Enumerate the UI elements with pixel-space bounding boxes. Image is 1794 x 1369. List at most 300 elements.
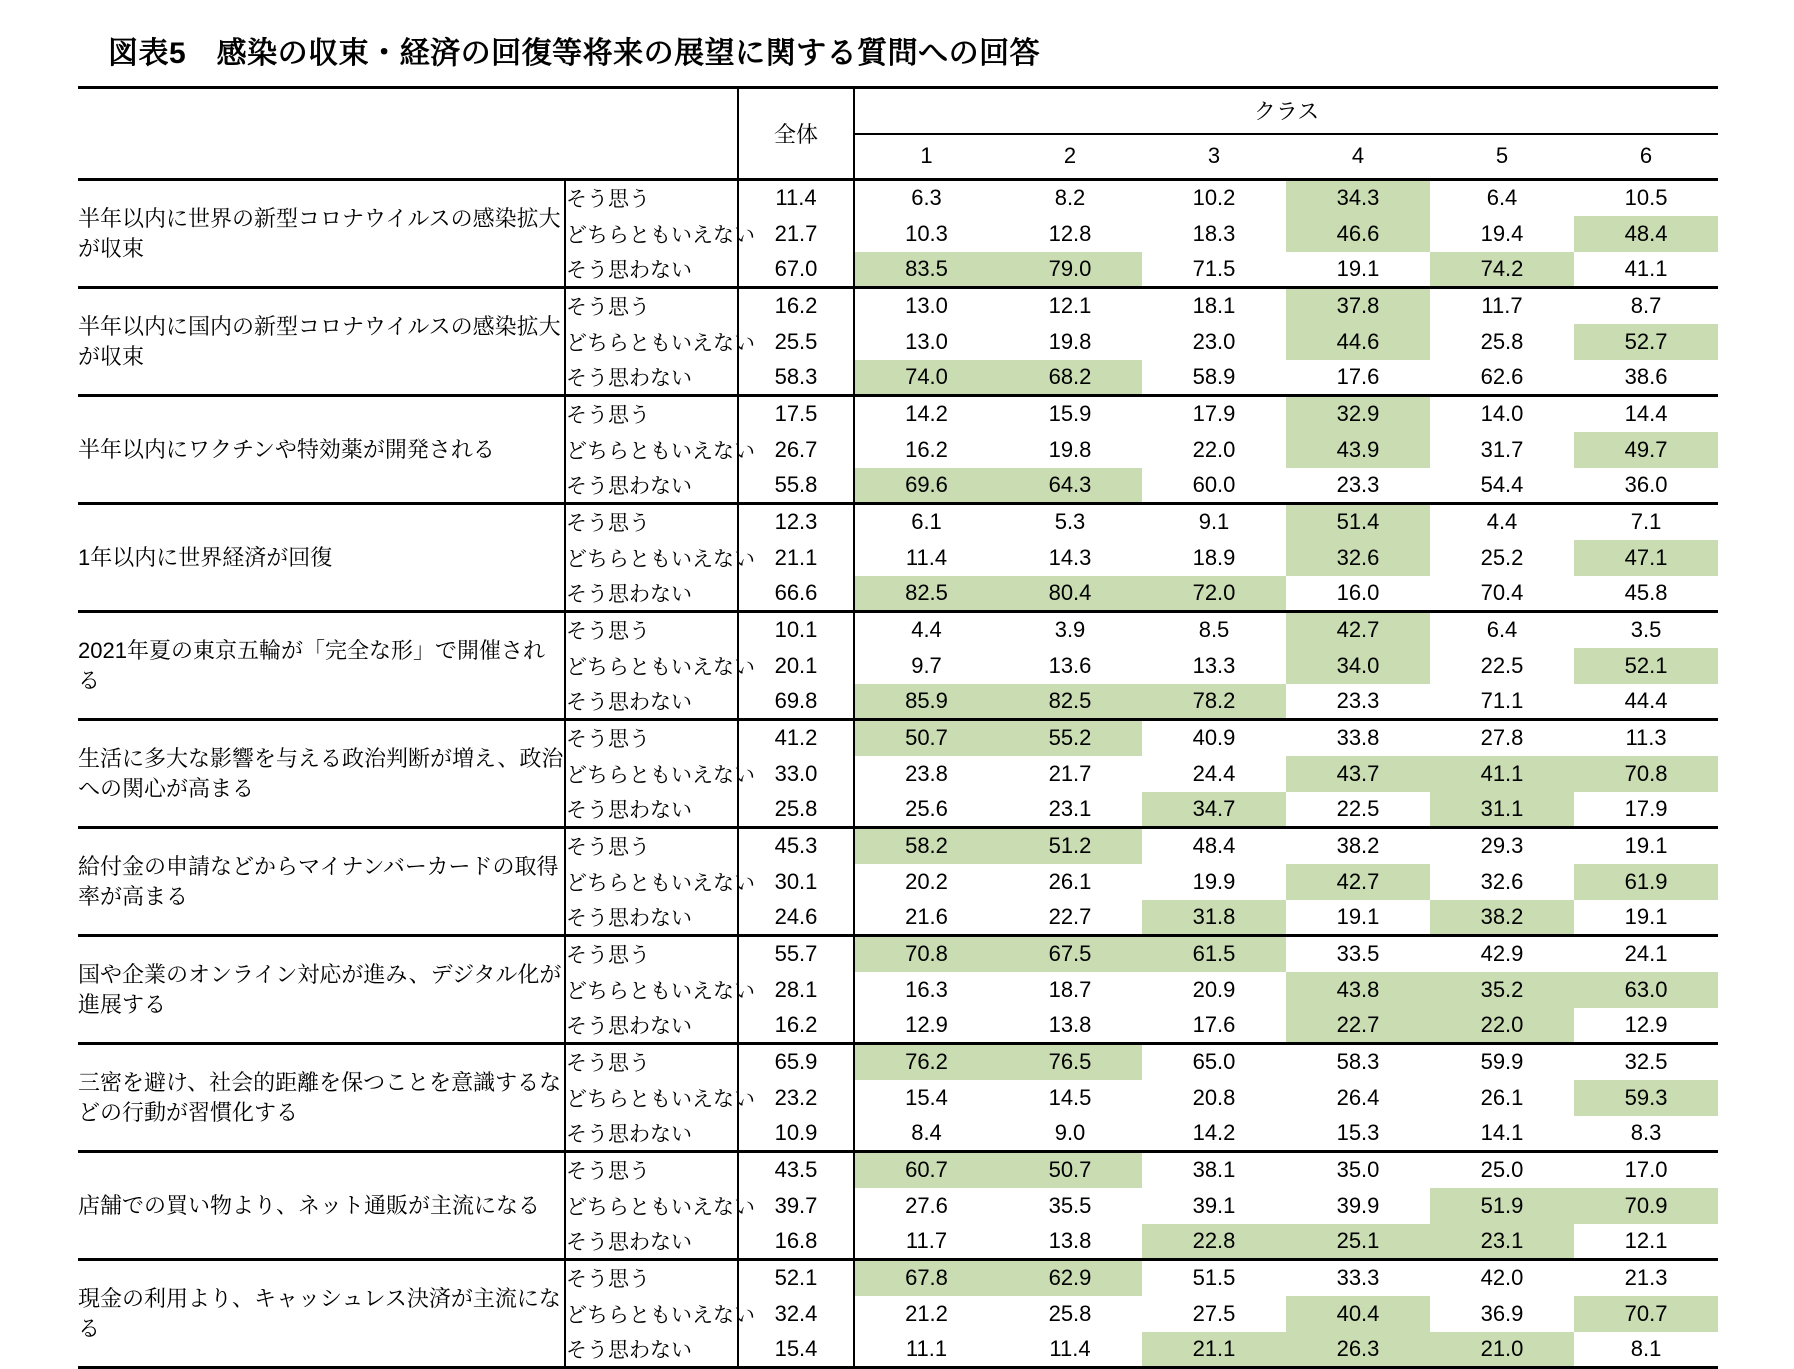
value-cell-class-3: 17.9 <box>1142 396 1286 432</box>
value-cell-class-4: 37.8 <box>1286 288 1430 324</box>
value-cell-total: 25.5 <box>738 324 854 360</box>
value-cell-class-4: 32.6 <box>1286 540 1430 576</box>
value-cell-class-1: 16.3 <box>854 972 998 1008</box>
value-cell-class-4: 35.0 <box>1286 1152 1430 1188</box>
value-cell-class-2: 51.2 <box>998 828 1142 864</box>
answer-option-label: そう思う <box>565 288 738 324</box>
value-cell-class-3: 18.3 <box>1192 220 1236 246</box>
table-row <box>78 180 1718 216</box>
value-cell-class-5: 59.9 <box>1430 1044 1574 1080</box>
value-cell-total: 26.7 <box>738 432 854 468</box>
value-cell-class-4: 33.3 <box>1286 1260 1430 1296</box>
value-cell-total: 41.2 <box>738 720 854 756</box>
value-cell-class-5: 22.5 <box>1480 652 1524 678</box>
answer-option-label: そう思わない <box>565 792 738 828</box>
answer-option-label: そう思わない <box>565 684 738 720</box>
answer-option-label: そう思わない <box>565 1332 738 1368</box>
value-cell-class-2: 3.9 <box>998 612 1142 648</box>
value-cell-class-3: 23.0 <box>1192 328 1236 354</box>
value-cell-class-1: 85.9 <box>854 684 998 720</box>
value-cell-total: 28.1 <box>738 972 854 1008</box>
question-label: 生活に多大な影響を与える政治判断が増え、政治への関心が高まる <box>78 720 565 828</box>
value-cell-class-4: 33.5 <box>1286 936 1430 972</box>
value-cell-total: 11.4 <box>738 180 854 216</box>
value-cell-class-4: 40.4 <box>1286 1296 1430 1332</box>
value-cell-class-4: 25.1 <box>1286 1224 1430 1260</box>
value-cell-class-5: 35.2 <box>1430 972 1574 1008</box>
value-cell-class-4: 42.7 <box>1286 864 1430 900</box>
value-cell-class-6: 19.1 <box>1624 903 1668 929</box>
value-cell-class-1: 12.9 <box>854 1008 998 1044</box>
value-cell-class-6: 48.4 <box>1574 216 1718 252</box>
question-label: 国や企業のオンライン対応が進み、デジタル化が進展する <box>78 936 565 1044</box>
value-cell-class-1: 16.2 <box>854 432 998 468</box>
value-cell-class-5: 11.7 <box>1430 288 1574 324</box>
value-cell-class-6: 11.3 <box>1574 720 1718 756</box>
value-cell-class-3: 14.2 <box>1192 1119 1236 1145</box>
value-cell-class-3: 20.9 <box>1192 976 1236 1002</box>
value-cell-class-1: 4.4 <box>854 612 998 648</box>
value-cell-class-3: 78.2 <box>1142 684 1286 720</box>
answer-option-label: そう思う <box>565 720 738 756</box>
value-cell-class-3: 21.1 <box>1142 1332 1286 1368</box>
answer-option-label: そう思う <box>565 1260 738 1296</box>
value-cell-class-6: 3.5 <box>1574 612 1718 648</box>
value-cell-class-5: 25.8 <box>1480 328 1524 354</box>
value-cell-class-4: 38.2 <box>1286 828 1430 864</box>
value-cell-class-4: 19.1 <box>1336 903 1380 929</box>
value-cell-class-6: 10.5 <box>1574 180 1718 216</box>
answer-option-label: どちらともいえない <box>565 432 738 468</box>
value-cell-class-3: 60.0 <box>1192 471 1236 497</box>
value-cell-class-4: 44.6 <box>1286 324 1430 360</box>
value-cell-class-5: 31.7 <box>1480 436 1524 462</box>
value-cell-class-5: 70.4 <box>1480 579 1524 605</box>
value-cell-class-1: 21.2 <box>854 1296 998 1332</box>
value-cell-class-2: 14.3 <box>1048 544 1092 570</box>
value-cell-class-4: 33.8 <box>1286 720 1430 756</box>
value-cell-class-6: 24.1 <box>1574 936 1718 972</box>
value-cell-class-4: 32.9 <box>1286 396 1430 432</box>
answer-option-label: どちらともいえない <box>565 1080 738 1116</box>
value-cell-class-4: 58.3 <box>1286 1044 1430 1080</box>
value-cell-class-6: 7.1 <box>1574 504 1718 540</box>
value-cell-class-3: 9.1 <box>1142 504 1286 540</box>
value-cell-class-2: 76.5 <box>998 1044 1142 1080</box>
value-cell-class-4: 16.0 <box>1336 579 1380 605</box>
value-cell-class-2: 25.8 <box>1048 1300 1092 1326</box>
value-cell-class-6: 8.3 <box>1630 1119 1662 1145</box>
value-cell-class-6: 36.0 <box>1624 471 1668 497</box>
value-cell-class-1: 20.2 <box>854 864 998 900</box>
value-cell-total: 30.1 <box>738 864 854 900</box>
value-cell-class-6: 19.1 <box>1574 828 1718 864</box>
header-option-blank <box>565 88 738 180</box>
value-cell-total: 17.5 <box>738 396 854 432</box>
question-label: 店舗での買い物より、ネット通販が主流になる <box>78 1152 565 1260</box>
survey-results-table-container <box>78 86 1718 1369</box>
value-cell-class-3: 19.9 <box>1192 868 1236 894</box>
value-cell-class-5: 32.6 <box>1480 868 1524 894</box>
question-label: 1年以内に世界経済が回復 <box>78 504 565 612</box>
answer-option-label: そう思わない <box>565 1116 738 1152</box>
value-cell-class-5: 27.8 <box>1430 720 1574 756</box>
answer-option-label: どちらともいえない <box>565 1188 738 1224</box>
value-cell-class-5: 25.0 <box>1430 1152 1574 1188</box>
value-cell-class-4: 22.5 <box>1336 795 1380 821</box>
value-cell-class-4: 22.7 <box>1286 1008 1430 1044</box>
value-cell-class-2: 13.8 <box>1048 1227 1092 1253</box>
question-label: 半年以内に世界の新型コロナウイルスの感染拡大が収束 <box>78 180 565 288</box>
answer-option-label: どちらともいえない <box>565 864 738 900</box>
value-cell-class-2: 12.1 <box>998 288 1142 324</box>
value-cell-class-2: 13.6 <box>1048 652 1092 678</box>
value-cell-total: 23.2 <box>738 1080 854 1116</box>
table-row <box>78 1152 1718 1188</box>
value-cell-class-2: 67.5 <box>998 936 1142 972</box>
question-label: 現金の利用より、キャッシュレス決済が主流になる <box>78 1260 565 1368</box>
value-cell-class-1: 70.8 <box>854 936 998 972</box>
value-cell-class-6: 44.4 <box>1624 687 1668 713</box>
value-cell-class-1: 21.6 <box>854 900 998 936</box>
value-cell-class-6: 52.1 <box>1574 648 1718 684</box>
value-cell-class-6: 70.8 <box>1574 756 1718 792</box>
question-label: 三密を避け、社会的距離を保つことを意識するなどの行動が習慣化する <box>78 1044 565 1152</box>
table-row <box>78 396 1718 432</box>
value-cell-class-5: 23.1 <box>1430 1224 1574 1260</box>
header-total: 全体 <box>738 88 854 180</box>
value-cell-total: 20.1 <box>738 648 854 684</box>
answer-option-label: どちらともいえない <box>565 216 738 252</box>
value-cell-class-5: 19.4 <box>1480 220 1524 246</box>
answer-option-label: どちらともいえない <box>565 648 738 684</box>
value-cell-total: 10.9 <box>738 1116 854 1152</box>
value-cell-class-3: 10.2 <box>1142 180 1286 216</box>
value-cell-class-1: 6.3 <box>854 180 998 216</box>
value-cell-class-1: 76.2 <box>854 1044 998 1080</box>
value-cell-total: 10.1 <box>738 612 854 648</box>
table-row <box>78 720 1718 756</box>
table-row <box>78 288 1718 324</box>
value-cell-class-2: 80.4 <box>998 576 1142 612</box>
value-cell-class-2: 13.8 <box>1048 1011 1092 1037</box>
value-cell-class-1: 6.1 <box>854 504 998 540</box>
value-cell-class-5: 29.3 <box>1430 828 1574 864</box>
value-cell-class-5: 31.1 <box>1430 792 1574 828</box>
value-cell-class-4: 34.0 <box>1286 648 1430 684</box>
value-cell-total: 16.2 <box>738 1008 854 1044</box>
value-cell-class-2: 50.7 <box>998 1152 1142 1188</box>
value-cell-class-5: 74.2 <box>1430 252 1574 288</box>
answer-option-label: そう思う <box>565 828 738 864</box>
value-cell-class-5: 42.0 <box>1430 1260 1574 1296</box>
value-cell-class-1: 10.3 <box>854 216 998 252</box>
value-cell-total: 45.3 <box>738 828 854 864</box>
answer-option-label: そう思わない <box>565 252 738 288</box>
value-cell-class-2: 21.7 <box>1048 760 1092 786</box>
value-cell-total: 12.3 <box>738 504 854 540</box>
value-cell-class-3: 58.9 <box>1192 363 1236 389</box>
value-cell-class-1: 58.2 <box>854 828 998 864</box>
value-cell-class-2: 9.0 <box>1054 1119 1086 1145</box>
value-cell-class-2: 15.9 <box>998 396 1142 432</box>
value-cell-class-6: 8.7 <box>1574 288 1718 324</box>
value-cell-class-1: 83.5 <box>854 252 998 288</box>
value-cell-class-2: 22.7 <box>1048 903 1092 929</box>
value-cell-class-3: 22.0 <box>1192 436 1236 462</box>
table-row <box>78 612 1718 648</box>
value-cell-total: 21.7 <box>738 216 854 252</box>
answer-option-label: そう思う <box>565 1044 738 1080</box>
value-cell-class-1: 60.7 <box>854 1152 998 1188</box>
value-cell-class-3: 22.8 <box>1142 1224 1286 1260</box>
answer-option-label: どちらともいえない <box>565 324 738 360</box>
value-cell-class-1: 15.4 <box>854 1080 998 1116</box>
value-cell-class-1: 67.8 <box>854 1260 998 1296</box>
value-cell-class-3: 61.5 <box>1142 936 1286 972</box>
value-cell-class-1: 11.4 <box>854 540 998 576</box>
value-cell-class-1: 14.2 <box>854 396 998 432</box>
value-cell-class-6: 61.9 <box>1574 864 1718 900</box>
value-cell-class-1: 23.8 <box>854 756 998 792</box>
answer-option-label: そう思わない <box>565 576 738 612</box>
value-cell-class-1: 13.0 <box>854 324 998 360</box>
value-cell-class-4: 23.3 <box>1336 687 1380 713</box>
value-cell-class-6: 17.0 <box>1574 1152 1718 1188</box>
answer-option-label: そう思う <box>565 396 738 432</box>
value-cell-class-6: 12.1 <box>1624 1227 1668 1253</box>
page-title: 図表5 感染の収束・経済の回復等将来の展望に関する質問への回答 <box>108 37 1041 70</box>
value-cell-class-3: 48.4 <box>1142 828 1286 864</box>
value-cell-class-1: 82.5 <box>854 576 998 612</box>
answer-option-label: そう思わない <box>565 360 738 396</box>
value-cell-class-3: 34.7 <box>1142 792 1286 828</box>
value-cell-class-5: 42.9 <box>1430 936 1574 972</box>
value-cell-class-6: 32.5 <box>1574 1044 1718 1080</box>
value-cell-class-4: 39.9 <box>1336 1192 1380 1218</box>
answer-option-label: そう思わない <box>565 1224 738 1260</box>
answer-option-label: そう思う <box>565 180 738 216</box>
value-cell-total: 66.6 <box>738 576 854 612</box>
table-header <box>78 88 1718 180</box>
value-cell-class-2: 62.9 <box>998 1260 1142 1296</box>
value-cell-class-3: 51.5 <box>1142 1260 1286 1296</box>
value-cell-class-5: 4.4 <box>1430 504 1574 540</box>
value-cell-class-5: 62.6 <box>1480 363 1524 389</box>
value-cell-class-5: 51.9 <box>1430 1188 1574 1224</box>
value-cell-class-3: 39.1 <box>1192 1192 1236 1218</box>
table-row <box>78 1260 1718 1296</box>
value-cell-class-5: 25.2 <box>1480 544 1524 570</box>
value-cell-class-2: 82.5 <box>998 684 1142 720</box>
value-cell-total: 21.1 <box>738 540 854 576</box>
value-cell-class-4: 51.4 <box>1286 504 1430 540</box>
value-cell-class-6: 63.0 <box>1574 972 1718 1008</box>
value-cell-class-6: 8.1 <box>1574 1332 1718 1368</box>
value-cell-class-6: 47.1 <box>1574 540 1718 576</box>
value-cell-class-6: 21.3 <box>1574 1260 1718 1296</box>
value-cell-class-3: 40.9 <box>1142 720 1286 756</box>
value-cell-class-2: 18.7 <box>1048 976 1092 1002</box>
value-cell-total: 65.9 <box>738 1044 854 1080</box>
value-cell-class-2: 79.0 <box>998 252 1142 288</box>
value-cell-class-5: 14.0 <box>1430 396 1574 432</box>
value-cell-class-6: 70.7 <box>1574 1296 1718 1332</box>
header-class-3: 3 <box>1207 143 1221 169</box>
value-cell-class-4: 26.3 <box>1286 1332 1430 1368</box>
value-cell-class-4: 23.3 <box>1336 471 1380 497</box>
value-cell-class-4: 19.1 <box>1336 255 1380 281</box>
value-cell-total: 55.7 <box>738 936 854 972</box>
value-cell-class-3: 18.1 <box>1142 288 1286 324</box>
value-cell-class-2: 55.2 <box>998 720 1142 756</box>
value-cell-class-3: 31.8 <box>1142 900 1286 936</box>
value-cell-total: 33.0 <box>738 756 854 792</box>
value-cell-class-2: 5.3 <box>998 504 1142 540</box>
value-cell-class-4: 46.6 <box>1286 216 1430 252</box>
value-cell-class-5: 38.2 <box>1430 900 1574 936</box>
value-cell-total: 69.8 <box>738 684 854 720</box>
survey-results-table <box>78 86 1718 1369</box>
value-cell-class-6: 45.8 <box>1624 579 1668 605</box>
value-cell-class-3: 27.5 <box>1192 1300 1236 1326</box>
value-cell-class-2: 19.8 <box>1048 436 1092 462</box>
value-cell-class-2: 23.1 <box>1048 795 1092 821</box>
question-label: 給付金の申請などからマイナンバーカードの取得率が高まる <box>78 828 565 936</box>
header-class-1: 1 <box>854 134 998 180</box>
value-cell-class-5: 71.1 <box>1480 687 1524 713</box>
header-corner-blank <box>78 88 565 180</box>
value-cell-class-5: 14.1 <box>1480 1119 1524 1145</box>
value-cell-class-4: 34.3 <box>1286 180 1430 216</box>
value-cell-class-5: 22.0 <box>1430 1008 1574 1044</box>
value-cell-class-6: 38.6 <box>1624 363 1668 389</box>
value-cell-class-1: 50.7 <box>854 720 998 756</box>
value-cell-class-2: 19.8 <box>1048 328 1092 354</box>
value-cell-class-3: 38.1 <box>1142 1152 1286 1188</box>
value-cell-class-3: 24.4 <box>1192 760 1236 786</box>
value-cell-class-2: 68.2 <box>998 360 1142 396</box>
value-cell-class-5: 6.4 <box>1430 180 1574 216</box>
value-cell-class-4: 17.6 <box>1336 363 1380 389</box>
answer-option-label: どちらともいえない <box>565 1296 738 1332</box>
answer-option-label: そう思う <box>565 612 738 648</box>
answer-option-label: そう思う <box>565 504 738 540</box>
value-cell-class-3: 17.6 <box>1192 1011 1236 1037</box>
value-cell-class-5: 26.1 <box>1480 1084 1524 1110</box>
value-cell-class-4: 43.7 <box>1286 756 1430 792</box>
value-cell-class-5: 41.1 <box>1430 756 1574 792</box>
header-class-2: 2 <box>1063 143 1077 169</box>
value-cell-class-6: 12.9 <box>1624 1011 1668 1037</box>
header-class-4: 4 <box>1351 143 1365 169</box>
value-cell-class-3: 20.8 <box>1192 1084 1236 1110</box>
value-cell-total: 16.2 <box>738 288 854 324</box>
value-cell-total: 67.0 <box>738 252 854 288</box>
value-cell-class-3: 13.3 <box>1192 652 1236 678</box>
table-row <box>78 1044 1718 1080</box>
value-cell-class-2: 12.8 <box>1048 220 1092 246</box>
value-cell-class-1: 9.7 <box>854 648 998 684</box>
answer-option-label: どちらともいえない <box>565 756 738 792</box>
header-class-6: 6 <box>1639 143 1653 169</box>
answer-option-label: そう思う <box>565 1152 738 1188</box>
value-cell-class-1: 25.6 <box>854 792 998 828</box>
header-class-group: クラス <box>854 88 1718 134</box>
value-cell-class-6: 52.7 <box>1574 324 1718 360</box>
value-cell-class-6: 17.9 <box>1624 795 1668 821</box>
question-label: 半年以内に国内の新型コロナウイルスの感染拡大が収束 <box>78 288 565 396</box>
value-cell-total: 55.8 <box>738 468 854 504</box>
value-cell-class-6: 59.3 <box>1574 1080 1718 1116</box>
question-label: 2021年夏の東京五輪が「完全な形」で開催される <box>78 612 565 720</box>
answer-option-label: そう思う <box>565 936 738 972</box>
value-cell-class-1: 27.6 <box>854 1188 998 1224</box>
value-cell-class-2: 64.3 <box>998 468 1142 504</box>
value-cell-class-3: 18.9 <box>1192 544 1236 570</box>
value-cell-class-3: 65.0 <box>1142 1044 1286 1080</box>
value-cell-class-1: 74.0 <box>854 360 998 396</box>
value-cell-class-3: 72.0 <box>1142 576 1286 612</box>
value-cell-total: 24.6 <box>738 900 854 936</box>
value-cell-class-6: 49.7 <box>1574 432 1718 468</box>
value-cell-class-2: 26.1 <box>1048 868 1092 894</box>
value-cell-class-6: 14.4 <box>1574 396 1718 432</box>
value-cell-total: 43.5 <box>738 1152 854 1188</box>
value-cell-total: 15.4 <box>738 1332 854 1368</box>
value-cell-class-1: 69.6 <box>854 468 998 504</box>
answer-option-label: どちらともいえない <box>565 972 738 1008</box>
value-cell-class-4: 43.9 <box>1286 432 1430 468</box>
table-row <box>78 828 1718 864</box>
value-cell-class-6: 41.1 <box>1624 255 1668 281</box>
value-cell-class-5: 36.9 <box>1480 1300 1524 1326</box>
answer-option-label: そう思わない <box>565 1008 738 1044</box>
question-label: 半年以内にワクチンや特効薬が開発される <box>78 396 565 504</box>
answer-option-label: そう思わない <box>565 900 738 936</box>
table-body <box>78 180 1718 1368</box>
value-cell-total: 52.1 <box>738 1260 854 1296</box>
value-cell-total: 58.3 <box>738 360 854 396</box>
value-cell-class-3: 71.5 <box>1192 255 1236 281</box>
answer-option-label: そう思わない <box>565 468 738 504</box>
value-cell-class-2: 14.5 <box>1048 1084 1092 1110</box>
value-cell-class-4: 15.3 <box>1336 1119 1380 1145</box>
value-cell-total: 32.4 <box>738 1296 854 1332</box>
value-cell-class-4: 42.7 <box>1286 612 1430 648</box>
answer-option-label: どちらともいえない <box>565 540 738 576</box>
header-class-5: 5 <box>1495 143 1509 169</box>
table-row <box>78 504 1718 540</box>
value-cell-total: 16.8 <box>738 1224 854 1260</box>
value-cell-class-1: 11.7 <box>854 1224 998 1260</box>
value-cell-class-2: 35.5 <box>1048 1192 1092 1218</box>
value-cell-class-1: 13.0 <box>854 288 998 324</box>
value-cell-class-2: 11.4 <box>998 1332 1142 1368</box>
value-cell-total: 25.8 <box>738 792 854 828</box>
value-cell-class-1: 8.4 <box>854 1116 998 1152</box>
table-row <box>78 936 1718 972</box>
value-cell-class-3: 8.5 <box>1142 612 1286 648</box>
value-cell-class-4: 43.8 <box>1286 972 1430 1008</box>
value-cell-class-4: 26.4 <box>1336 1084 1380 1110</box>
value-cell-class-5: 6.4 <box>1430 612 1574 648</box>
value-cell-total: 39.7 <box>738 1188 854 1224</box>
value-cell-class-5: 54.4 <box>1480 471 1524 497</box>
value-cell-class-1: 11.1 <box>854 1332 998 1368</box>
value-cell-class-6: 70.9 <box>1574 1188 1718 1224</box>
value-cell-class-2: 8.2 <box>998 180 1142 216</box>
